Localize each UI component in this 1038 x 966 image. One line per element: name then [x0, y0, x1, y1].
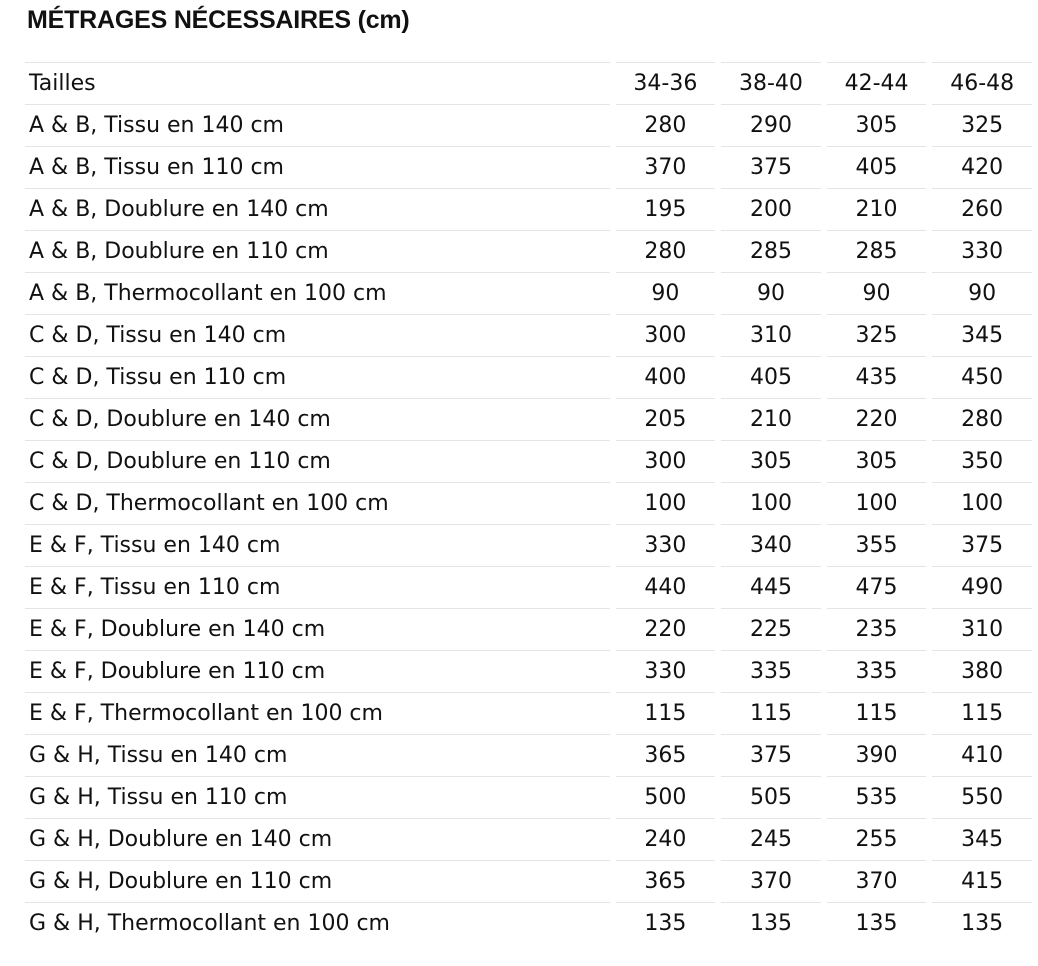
row-value: 220	[616, 608, 716, 650]
row-value: 345	[932, 314, 1032, 356]
row-label: G & H, Thermocollant en 100 cm	[25, 902, 610, 944]
row-value: 345	[932, 818, 1032, 860]
row-label: A & B, Tissu en 140 cm	[25, 104, 610, 146]
header-size-46-48: 46-48	[932, 62, 1032, 104]
row-value: 280	[932, 398, 1032, 440]
row-value: 340	[721, 524, 821, 566]
row-value: 135	[616, 902, 716, 944]
row-value: 410	[932, 734, 1032, 776]
row-value: 90	[616, 272, 716, 314]
row-value: 195	[616, 188, 716, 230]
row-value: 550	[932, 776, 1032, 818]
row-value: 285	[827, 230, 927, 272]
table-row	[25, 776, 1032, 818]
row-value: 135	[827, 902, 927, 944]
row-label: E & F, Doublure en 110 cm	[25, 650, 610, 692]
row-value: 365	[616, 860, 716, 902]
row-value: 300	[616, 440, 716, 482]
row-value: 260	[932, 188, 1032, 230]
row-value: 290	[721, 104, 821, 146]
table-row	[25, 272, 1032, 314]
row-value: 335	[721, 650, 821, 692]
row-value: 210	[827, 188, 927, 230]
row-value: 330	[616, 650, 716, 692]
row-value: 435	[827, 356, 927, 398]
row-value: 235	[827, 608, 927, 650]
row-value: 380	[932, 650, 1032, 692]
table-row	[25, 692, 1032, 734]
row-value: 255	[827, 818, 927, 860]
row-value: 305	[827, 104, 927, 146]
row-value: 375	[721, 146, 821, 188]
row-value: 115	[827, 692, 927, 734]
row-value: 115	[932, 692, 1032, 734]
row-value: 100	[721, 482, 821, 524]
table-row	[25, 818, 1032, 860]
row-value: 305	[827, 440, 927, 482]
row-value: 200	[721, 188, 821, 230]
row-value: 310	[721, 314, 821, 356]
row-value: 370	[721, 860, 821, 902]
table-row	[25, 860, 1032, 902]
table-row	[25, 524, 1032, 566]
row-label: G & H, Doublure en 110 cm	[25, 860, 610, 902]
row-value: 240	[616, 818, 716, 860]
row-label: C & D, Tissu en 110 cm	[25, 356, 610, 398]
table-row	[25, 314, 1032, 356]
row-value: 325	[932, 104, 1032, 146]
row-value: 475	[827, 566, 927, 608]
table-row	[25, 104, 1032, 146]
row-value: 350	[932, 440, 1032, 482]
header-size-38-40: 38-40	[721, 62, 821, 104]
row-value: 205	[616, 398, 716, 440]
yardage-table	[19, 62, 1038, 944]
row-value: 280	[616, 230, 716, 272]
row-value: 305	[721, 440, 821, 482]
row-value: 375	[932, 524, 1032, 566]
row-value: 400	[616, 356, 716, 398]
row-label: A & B, Doublure en 140 cm	[25, 188, 610, 230]
row-label: A & B, Thermocollant en 100 cm	[25, 272, 610, 314]
row-label: A & B, Tissu en 110 cm	[25, 146, 610, 188]
row-label: E & F, Tissu en 140 cm	[25, 524, 610, 566]
row-value: 390	[827, 734, 927, 776]
row-label: C & D, Doublure en 110 cm	[25, 440, 610, 482]
table-header-row	[25, 62, 1032, 104]
header-sizes-label: Tailles	[25, 62, 610, 104]
row-value: 440	[616, 566, 716, 608]
row-value: 280	[616, 104, 716, 146]
row-label: E & F, Tissu en 110 cm	[25, 566, 610, 608]
row-value: 135	[721, 902, 821, 944]
row-value: 300	[616, 314, 716, 356]
row-value: 90	[827, 272, 927, 314]
table-row	[25, 440, 1032, 482]
row-label: C & D, Doublure en 140 cm	[25, 398, 610, 440]
row-value: 365	[616, 734, 716, 776]
row-value: 445	[721, 566, 821, 608]
row-value: 370	[616, 146, 716, 188]
row-value: 330	[616, 524, 716, 566]
row-value: 505	[721, 776, 821, 818]
row-value: 415	[932, 860, 1032, 902]
row-value: 370	[827, 860, 927, 902]
row-value: 115	[721, 692, 821, 734]
table-row	[25, 356, 1032, 398]
row-value: 355	[827, 524, 927, 566]
header-size-42-44: 42-44	[827, 62, 927, 104]
table-row	[25, 482, 1032, 524]
row-value: 100	[932, 482, 1032, 524]
table-row	[25, 650, 1032, 692]
row-value: 330	[932, 230, 1032, 272]
page-title: MÉTRAGES NÉCESSAIRES (cm)	[27, 6, 410, 34]
row-label: C & D, Thermocollant en 100 cm	[25, 482, 610, 524]
row-label: C & D, Tissu en 140 cm	[25, 314, 610, 356]
row-value: 450	[932, 356, 1032, 398]
table-row	[25, 398, 1032, 440]
row-label: G & H, Doublure en 140 cm	[25, 818, 610, 860]
row-value: 135	[932, 902, 1032, 944]
row-value: 335	[827, 650, 927, 692]
row-value: 405	[827, 146, 927, 188]
row-label: E & F, Thermocollant en 100 cm	[25, 692, 610, 734]
table-row	[25, 188, 1032, 230]
row-value: 245	[721, 818, 821, 860]
table-row	[25, 146, 1032, 188]
row-label: G & H, Tissu en 140 cm	[25, 734, 610, 776]
row-value: 115	[616, 692, 716, 734]
table-row	[25, 734, 1032, 776]
row-label: G & H, Tissu en 110 cm	[25, 776, 610, 818]
row-value: 210	[721, 398, 821, 440]
row-value: 535	[827, 776, 927, 818]
row-value: 405	[721, 356, 821, 398]
row-label: E & F, Doublure en 140 cm	[25, 608, 610, 650]
table-row	[25, 566, 1032, 608]
row-value: 90	[721, 272, 821, 314]
row-value: 490	[932, 566, 1032, 608]
table-row	[25, 230, 1032, 272]
row-value: 220	[827, 398, 927, 440]
row-value: 325	[827, 314, 927, 356]
row-value: 500	[616, 776, 716, 818]
row-value: 225	[721, 608, 821, 650]
table-row	[25, 608, 1032, 650]
row-value: 420	[932, 146, 1032, 188]
row-value: 375	[721, 734, 821, 776]
header-size-34-36: 34-36	[616, 62, 716, 104]
row-value: 100	[827, 482, 927, 524]
row-value: 310	[932, 608, 1032, 650]
table-row	[25, 902, 1032, 944]
row-value: 90	[932, 272, 1032, 314]
row-value: 285	[721, 230, 821, 272]
row-label: A & B, Doublure en 110 cm	[25, 230, 610, 272]
row-value: 100	[616, 482, 716, 524]
